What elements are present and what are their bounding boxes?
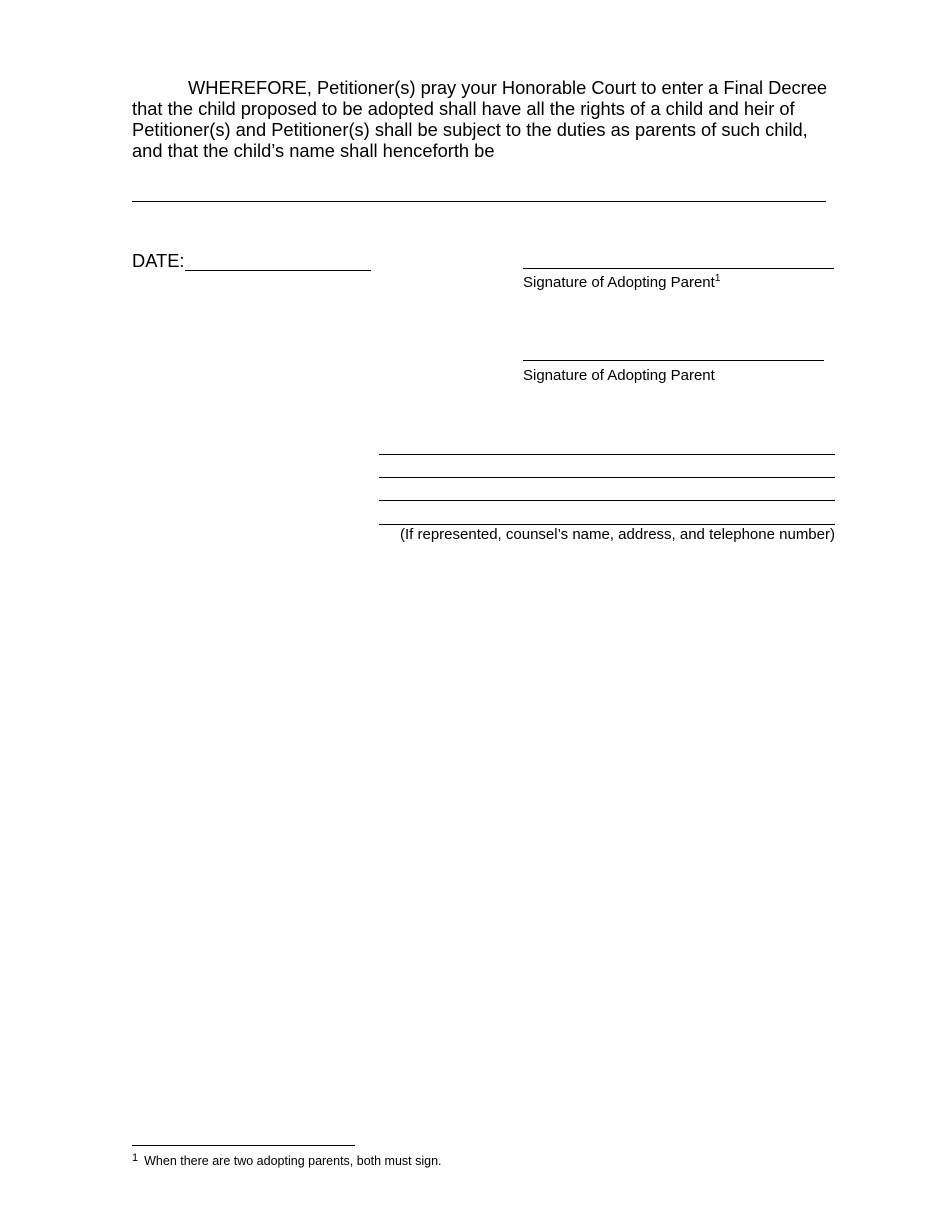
signature-label-text: Signature of Adopting Parent <box>523 274 715 291</box>
counsel-address-line-2[interactable] <box>379 500 835 501</box>
counsel-caption: (If represented, counsel’s name, address, and telephone number) <box>400 526 835 543</box>
adopting-parent-1-signature-line[interactable] <box>523 268 834 269</box>
counsel-telephone-line[interactable] <box>379 524 835 525</box>
footnote-reference: 1 <box>714 273 721 284</box>
adopting-parent-2-signature-line[interactable] <box>523 360 824 361</box>
date-blank-line[interactable] <box>185 253 371 271</box>
footnote-separator <box>132 1145 355 1146</box>
date-label: DATE: <box>132 250 185 271</box>
footnote-text: When there are two adopting parents, both must sign. <box>144 1154 442 1168</box>
wherefore-paragraph: WHEREFORE, Petitioner(s) pray your Honorable Court to enter a Final Decree that the child proposed to be adopted shall have all the rights of a child and heir of Petitioner(s) and Petitioner(s) shall be subject to the duties as parents of such child, and that the child’s name shall henceforth be <box>132 77 828 161</box>
footnote-mark: 1 <box>132 1152 139 1164</box>
counsel-address-line[interactable] <box>379 477 835 478</box>
child-name-blank-line[interactable] <box>132 201 826 202</box>
adopting-parent-2-signature-label: Signature of Adopting Parent <box>523 367 715 384</box>
adopting-parent-1-signature-label <box>523 274 720 292</box>
counsel-name-line[interactable] <box>379 454 835 455</box>
footnote <box>132 1153 442 1169</box>
date-field <box>132 250 371 271</box>
